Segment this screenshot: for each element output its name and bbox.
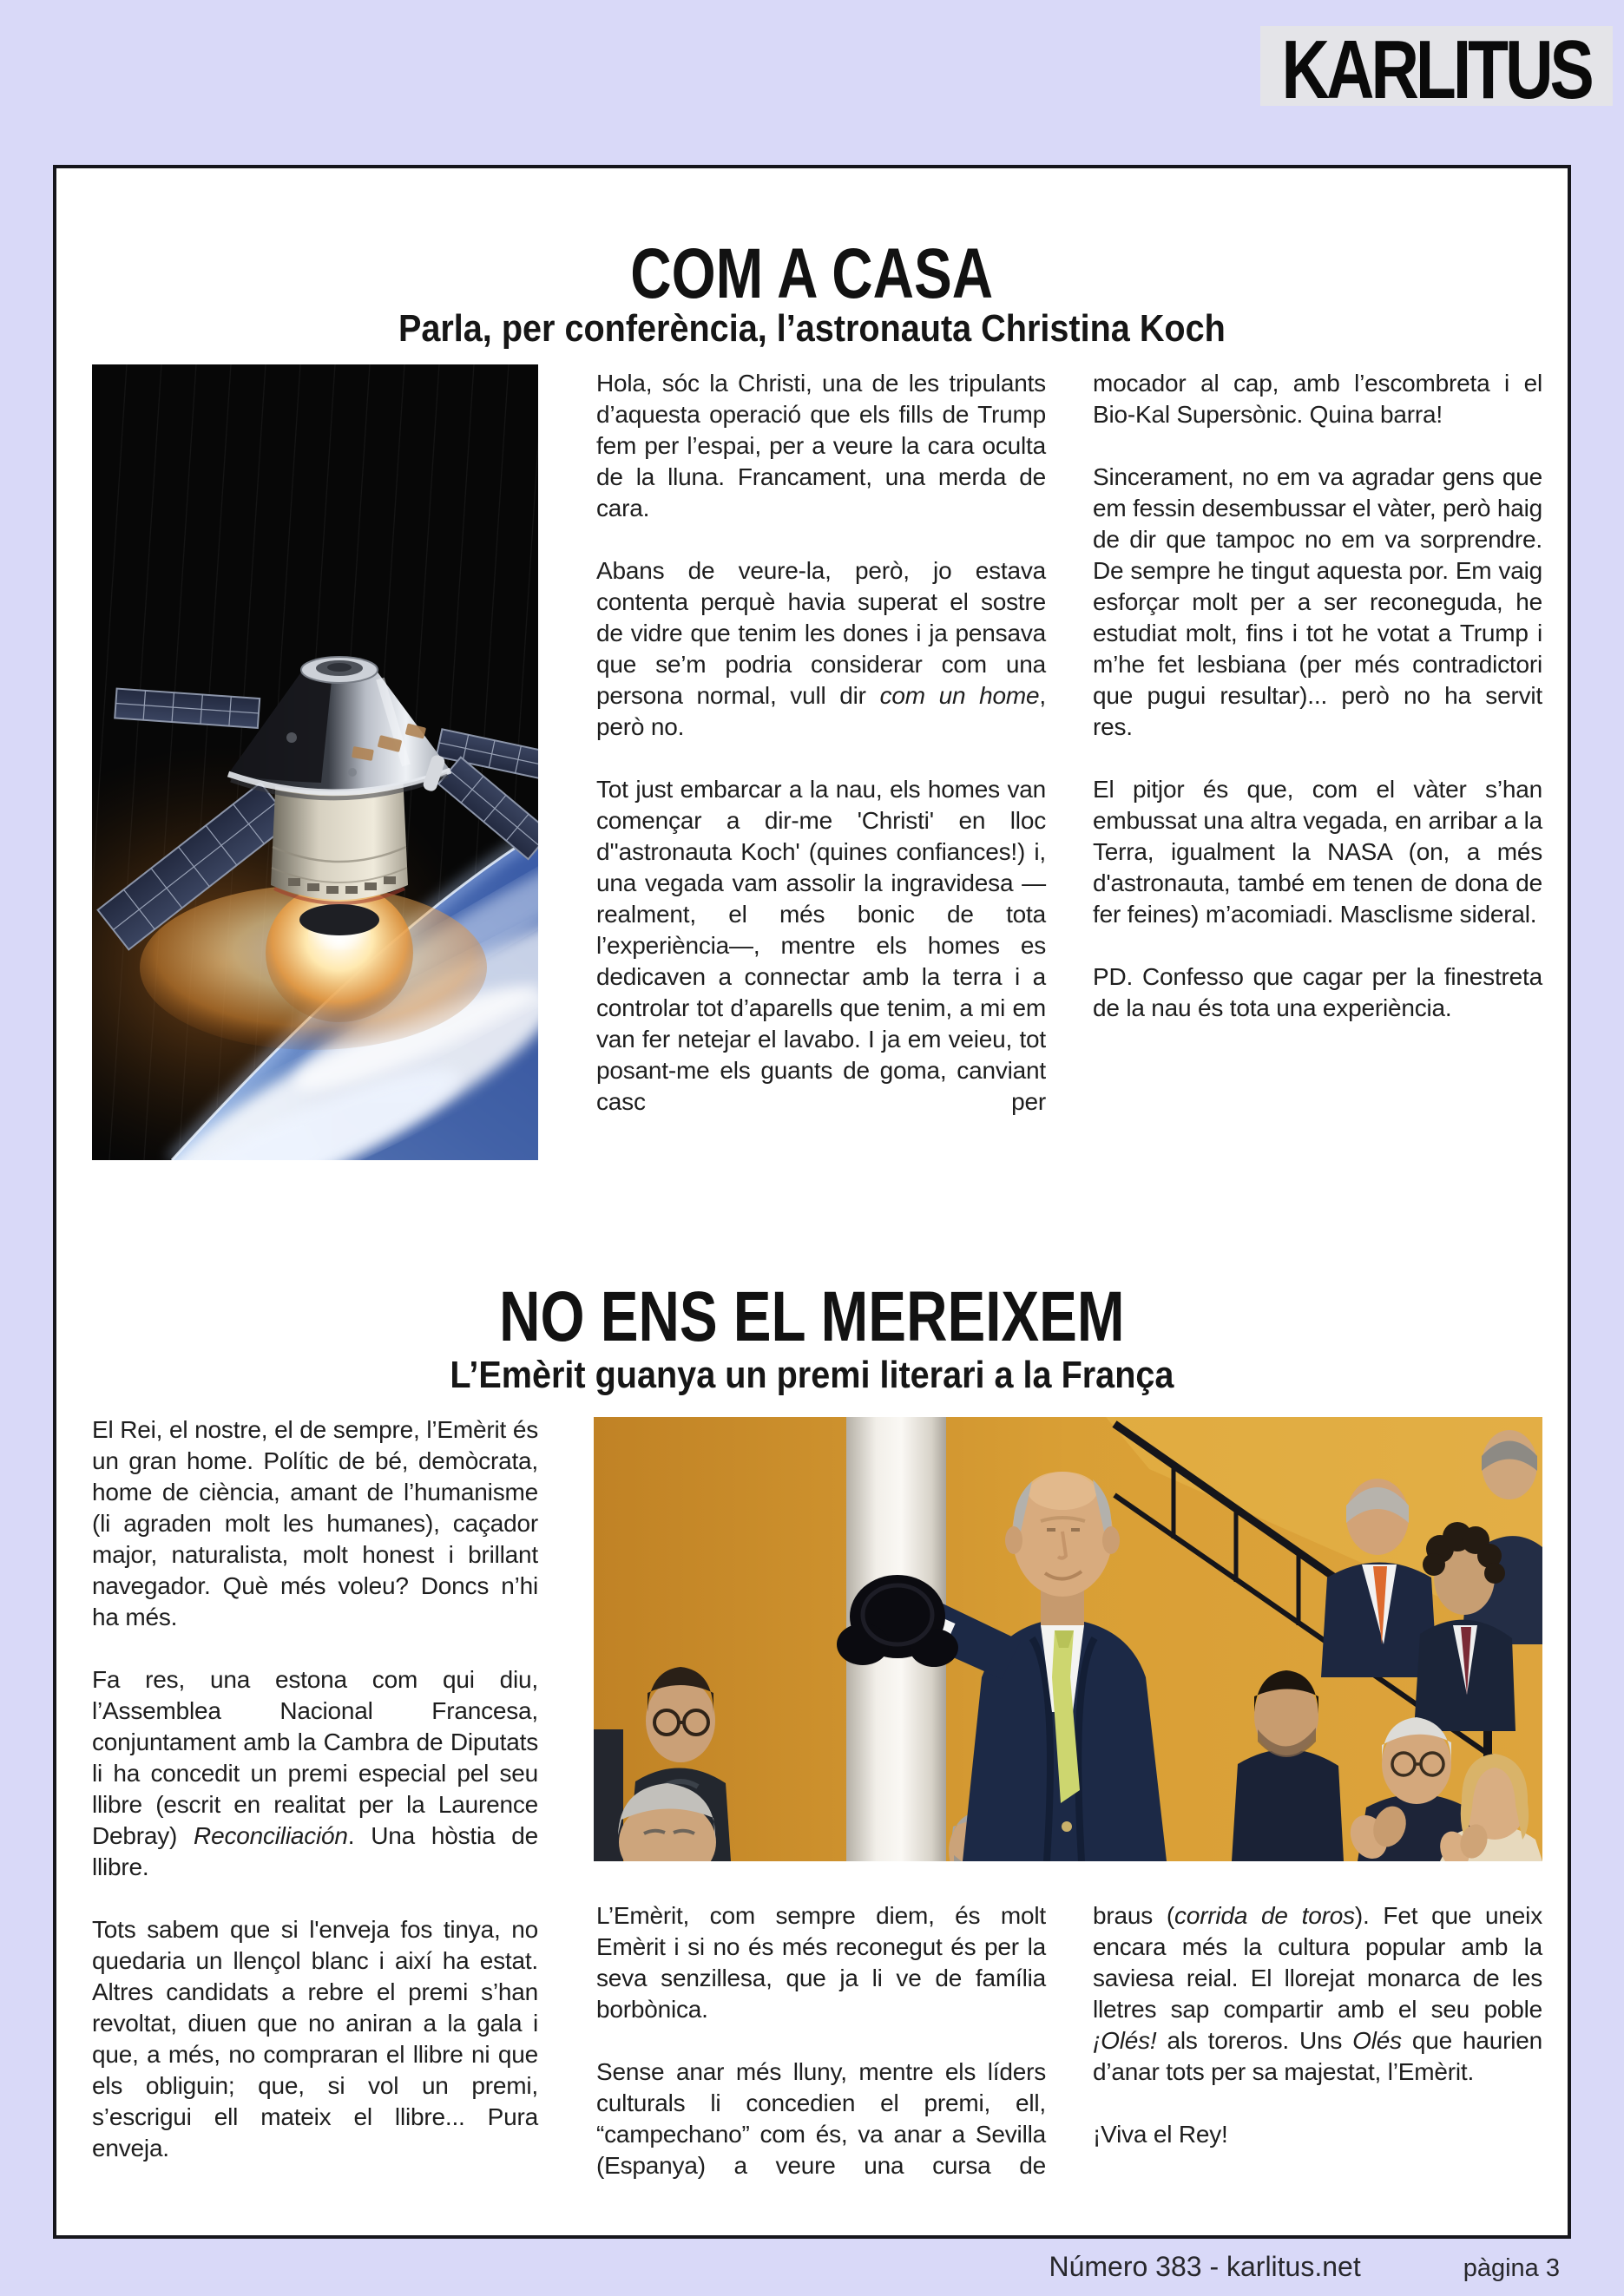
- paragraph: Sincerament, no em va agradar gens que em fessin desembussar el vàter, però haig de dir que tampoc no em va sorprendre. De sempre he tingut aquesta por. Em vaig esforçar molt per a ser reconeguda, he estudiat molt, fins i tot he votat a Trump i m’he fet lesbiana (per més contradictori que pugui resultar)... però no ha servit res.: [1093, 463, 1542, 740]
- king-photo: [594, 1417, 1542, 1861]
- paragraph: Tot just embarcar a la nau, els homes van començar a dir-me 'Christi' en lloc d''astronauta Koch' (quines confiances!) i, una vegada vam assolir la ingravidesa —realment, el més bonic de tota l’experiència—, mentre els homes es dedicaven a connectar amb la terra i a controlar tot d’aparells que tenim, a mi em van fer netejar el lavabo. I ja em veieu, tot posant-me els guants de goma, canviant casc per: [596, 776, 1046, 1115]
- spacecraft-photo: [92, 364, 538, 1160]
- magazine-logo: [1260, 23, 1613, 116]
- page-footer: [1049, 2251, 1560, 2283]
- paragraph: mocador al cap, amb l’escombreta i el Bio-Kal Supersònic. Quina barra!: [1093, 370, 1542, 428]
- paragraph: Hola, sóc la Christi, una de les tripulants d’aquesta operació que els fills de Trump fem per l’espai, per a veure la cara oculta de la lluna. Francament, una merda de cara.: [596, 370, 1046, 522]
- article1-subtitle: Parla, per conferència, l’astronauta Christina Koch: [398, 306, 1226, 350]
- footer-issue: Número 383 - karlitus.net: [1049, 2251, 1361, 2282]
- article2-title: NO ENS EL MEREIXEM: [499, 1276, 1125, 1356]
- article1-column-1: [596, 368, 1046, 1149]
- king-at-bullring-illustration: [594, 1417, 1542, 1861]
- article2-column-left: [92, 1414, 538, 2195]
- left-edge-shoulder: [594, 1729, 623, 1861]
- article2-column-right: [1093, 1900, 1542, 2181]
- magazine-logo-text: KARLITUS: [1281, 23, 1592, 116]
- article1-column-2: [1093, 368, 1542, 1055]
- content-box: [53, 165, 1571, 2239]
- paragraph: Sense anar més lluny, mentre els líders culturals li concedien el premi, ell, “campechano” com és, va anar a Sevilla (Espanya) a veure una cursa de: [596, 2058, 1046, 2179]
- paragraph: Tots sabem que si l'enveja fos tinya, no quedaria un llençol blanc i així ha estat. Altres candidats a rebre el premi s’han revoltat, diuen que no aniran a la gala i que, a més, no compraran el llibre ni que els obliguin; que, si vol un premi, s’escrigui ell mateix el llibre... Pura enveja.: [92, 1916, 538, 2162]
- article2-subtitle: L’Emèrit guanya un premi literari a la França: [450, 1353, 1174, 1396]
- article2-column-middle: [596, 1900, 1046, 2213]
- paragraph: Fa res, una estona com qui diu, l’Assemblea Nacional Francesa, conjuntament amb la Cambra de Diputats li ha concedit un premi especial pel seu llibre (escrit en realitat per la Laurence Debray) Reconciliación. Una hòstia de llibre.: [92, 1666, 538, 1880]
- paragraph: El Rei, el nostre, el de sempre, l’Emèrit és un gran home. Polític de bé, demòcrata, home de ciència, amant de l’humanisme (li agraden molt les humanes), caçador major, naturalista, molt honest i brillant navegador. Què més voleu? Doncs n’hi ha més.: [92, 1416, 538, 1630]
- paragraph: L’Emèrit, com sempre diem, és molt Emèrit i si no és més reconegut és per la seva senzillesa, que ja li ve de família borbònica.: [596, 1902, 1046, 2023]
- paragraph: PD. Confesso que cagar per la finestreta de la nau és tota una experiència.: [1093, 963, 1542, 1021]
- paragraph: El pitjor és que, com el vàter s’han embussat una altra vegada, en arribar a la Terra, igualment la NASA (on, a més d'astronauta, també em tenen de dona de fer feines) m’acomiadi. Masclisme sideral.: [1093, 776, 1542, 928]
- footer-page-number: pàgina 3: [1463, 2254, 1560, 2282]
- paragraph: Abans de veure-la, però, jo estava contenta perquè havia superat el sostre de vidre que tenim les dones i ja pensava que se’m podria considerar com una persona normal, vull dir com un home, però no.: [596, 557, 1046, 740]
- paragraph: braus (corrida de toros). Fet que uneix encara més la cultura popular amb la saviesa reial. El llorejat monarca de les lletres sap compartir amb el seu poble ¡Olés! als toreros. Uns Olés que haurien d’anar tots per sa majestat, l’Emèrit.: [1093, 1902, 1542, 2085]
- paragraph: ¡Viva el Rey!: [1093, 2121, 1228, 2148]
- article1-title: COM A CASA: [630, 233, 994, 313]
- spacecraft-illustration: [92, 364, 538, 1160]
